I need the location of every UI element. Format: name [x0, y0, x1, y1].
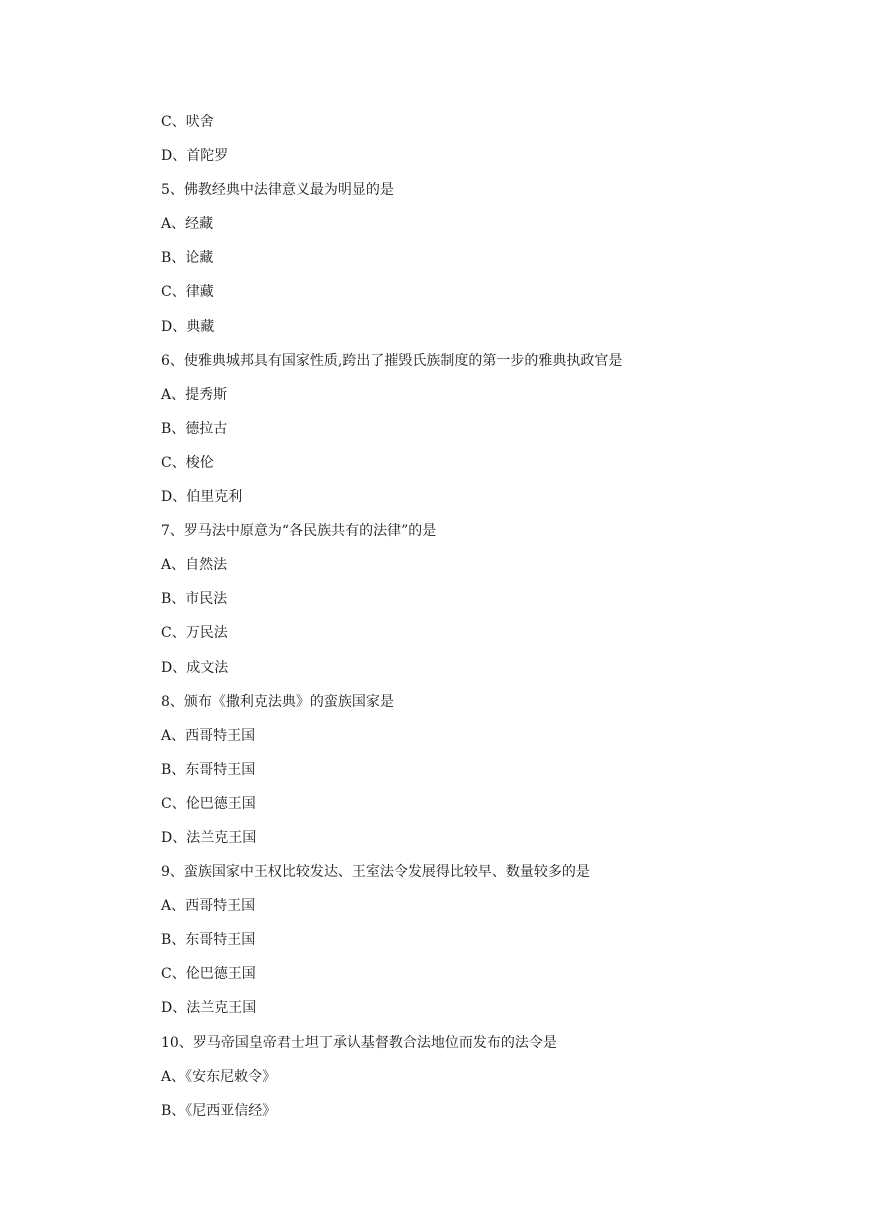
option-6c: C、梭伦 [161, 454, 214, 471]
option-8b: B、东哥特王国 [161, 761, 256, 778]
option-10b: B、《尼西亚信经》 [161, 1102, 277, 1119]
option-10a: A、《安东尼敕令》 [161, 1068, 277, 1085]
question-7: 7、罗马法中原意为“各民族共有的法律”的是 [161, 523, 437, 540]
option-5a: A、经藏 [161, 216, 214, 233]
option-8a: A、西哥特王国 [161, 727, 256, 744]
option-7b: B、市民法 [161, 591, 228, 608]
option-4c: C、吠舍 [161, 114, 214, 130]
option-6d: D、伯里克利 [161, 489, 243, 506]
question-6: 6、使雅典城邦具有国家性质,跨出了摧毁氏族制度的第一步的雅典执政官是 [161, 352, 623, 369]
option-7c: C、万民法 [161, 625, 228, 642]
question-10: 10、罗马帝国皇帝君士坦丁承认基督教合法地位而发布的法令是 [161, 1034, 557, 1051]
option-5c: C、律藏 [161, 284, 214, 301]
option-9d: D、法兰克王国 [161, 1000, 257, 1017]
option-5d: D、典藏 [161, 318, 215, 335]
option-5b: B、论藏 [161, 250, 214, 267]
option-9a: A、西哥特王国 [161, 898, 256, 915]
option-6b: B、德拉古 [161, 420, 228, 437]
question-9: 9、蛮族国家中王权比较发达、王室法令发展得比较早、数量较多的是 [161, 864, 590, 881]
option-9b: B、东哥特王国 [161, 932, 256, 949]
question-5: 5、佛教经典中法律意义最为明显的是 [161, 182, 394, 199]
option-9c: C、伦巴德王国 [161, 966, 256, 983]
option-8c: C、伦巴德王国 [161, 795, 256, 812]
option-8d: D、法兰克王国 [161, 829, 257, 846]
option-4d: D、首陀罗 [161, 148, 229, 165]
option-6a: A、提秀斯 [161, 386, 228, 403]
option-7d: D、成文法 [161, 659, 229, 676]
option-7a: A、自然法 [161, 557, 228, 574]
document-body [161, 108, 781, 1131]
question-8: 8、颁布《撒利克法典》的蛮族国家是 [161, 693, 394, 710]
